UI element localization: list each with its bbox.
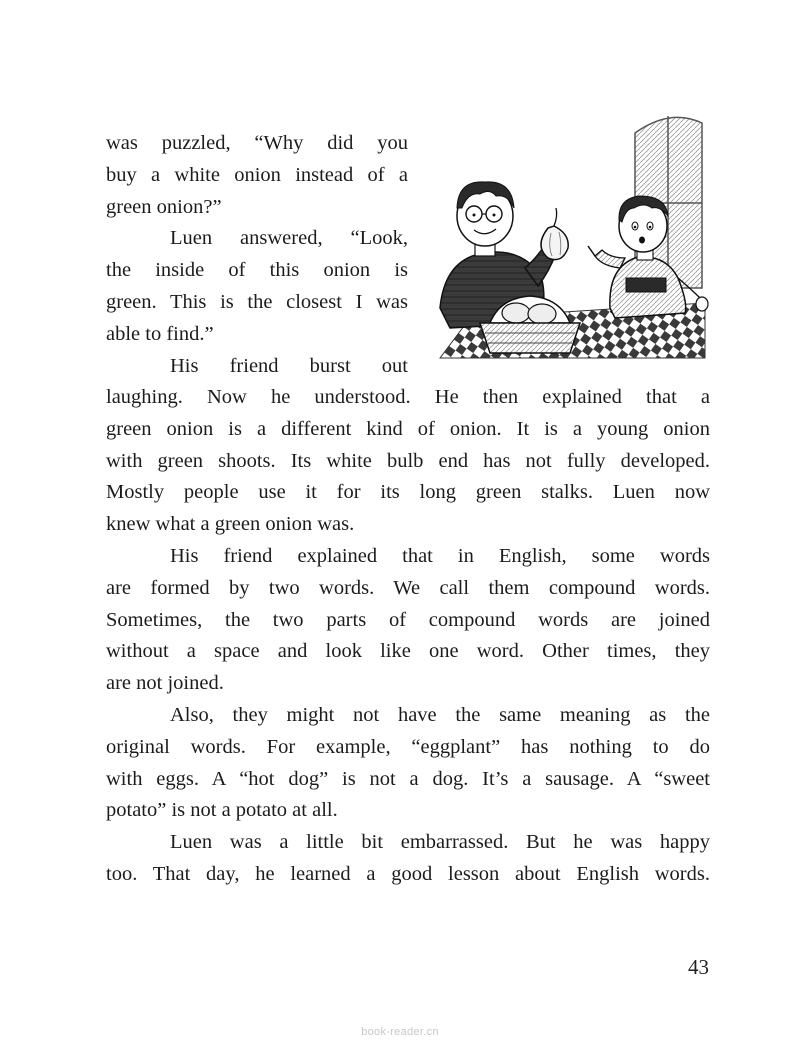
text-line: Also, they might not have the same meaning as the xyxy=(170,703,710,726)
paragraph xyxy=(106,382,710,541)
text-line: green onion is a different kind of onion. It is a young onion xyxy=(106,417,710,440)
text-line: Mostly people use it for its long green stalks. Luen now xyxy=(106,481,710,504)
text-line: original words. For example, “eggplant” has nothing to do xyxy=(106,735,710,758)
paragraph xyxy=(106,223,408,350)
text-line: His friend burst out xyxy=(170,354,408,377)
text-line: knew what a green onion was. xyxy=(106,513,355,536)
paragraph xyxy=(106,351,408,383)
text-line: are formed by two words. We call them compound words. xyxy=(106,576,710,599)
text-line: green. This is the closest I was xyxy=(106,290,408,313)
text-line: green onion?” xyxy=(106,195,222,218)
text-line: without a space and look like one word. Other times, they xyxy=(106,640,710,663)
text-line: with eggs. A “hot dog” is not a dog. It’s a sausage. A “sweet xyxy=(106,767,710,790)
text-line: Luen was a little bit embarrassed. But he was happy xyxy=(170,831,710,854)
text-column-bottom xyxy=(106,382,710,891)
page-number: 43 xyxy=(688,955,709,979)
paragraph xyxy=(106,700,710,827)
paragraph xyxy=(106,128,408,223)
text-line: His friend explained that in English, some words xyxy=(170,544,710,567)
text-line: laughing. Now he understood. He then explained that a xyxy=(106,386,710,408)
text-line: too. That day, he learned a good lesson about English words. xyxy=(106,862,710,885)
text-line: with green shoots. Its white bulb end has not fully developed. xyxy=(106,449,710,472)
text-line: Luen answered, “Look, xyxy=(170,227,408,250)
text-line: are not joined. xyxy=(106,672,224,695)
onion xyxy=(541,208,568,260)
paragraph xyxy=(106,541,710,700)
two-boys-onion-illustration xyxy=(430,108,710,368)
text-line: potato” is not a potato at all. xyxy=(106,799,338,822)
text-line: Sometimes, the two parts of compound words are joined xyxy=(106,608,710,631)
text-line: buy a white onion instead of a xyxy=(106,163,408,186)
watermark: book-reader.cn xyxy=(361,1026,439,1038)
paragraph xyxy=(106,827,710,891)
text-column-top xyxy=(106,128,408,382)
text-line: was puzzled, “Why did you xyxy=(106,132,408,154)
text-line: the inside of this onion is xyxy=(106,259,408,282)
text-line: able to find.” xyxy=(106,322,214,345)
